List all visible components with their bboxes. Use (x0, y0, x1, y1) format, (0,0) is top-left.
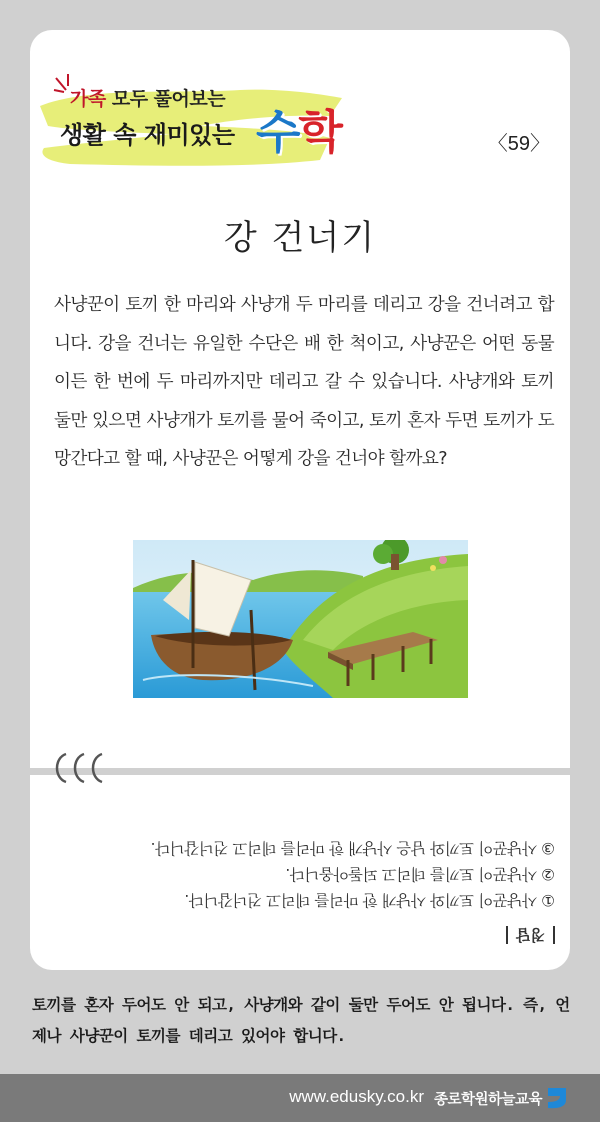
answer-step: ③ 사냥꾼이 토끼와 남은 사냥개 한 마리를 데리고 건너갑니다. (151, 839, 555, 857)
boat-river-illustration (133, 540, 468, 698)
series-subtitle: 가족 모두 풀어보는 (70, 88, 226, 110)
page-title: 강 건너기 (223, 218, 377, 258)
series-title: 생활 속 재미있는 (60, 121, 235, 149)
answer-step: ① 사냥꾼이 토끼와 사냥개 한 마리를 데리고 건너갑니다. (184, 891, 555, 909)
upside-down-answer (110, 828, 555, 946)
explanation-text: 토끼를 혼자 두어도 안 되고, 사냥개와 같이 둘만 두어도 안 됩니다. 즉, 언제나 사냥꾼이 토끼를 데리고 있어야 합니다. (32, 996, 570, 1045)
footer-bar (0, 1074, 600, 1122)
episode-number: 〈59〉 (487, 133, 550, 155)
footer-brand-name: 종로학원하늘교육 (433, 1092, 542, 1108)
footer-url-link[interactable]: www.edusky.co.kr (289, 1087, 424, 1106)
spark-lines-icon (52, 72, 72, 96)
answer-label: 정답 (110, 925, 555, 946)
binder-rings-icon (52, 748, 114, 788)
series-math-logo: 수학 (256, 105, 341, 159)
brand-logo-icon (546, 1086, 568, 1110)
problem-text: 사냥꾼이 토끼 한 마리와 사냥개 두 마리를 데리고 강을 건너려고 합니다. 강을 건너는 유일한 수단은 배 한 척이고, 사냥꾼은 어떤 동물이든 한 번에 두 마리까지만 데리고 갈 수 있습니다. 사냥개와 토끼 둘만 있으면 사냥개가 토끼를 물어 죽이고, 토끼 혼자 두면 토끼가 도망간다고 할 때, 사냥꾼은 어떻게 강을 건너야 할까요? (54, 295, 554, 469)
answer-step: ② 사냥꾼이 토끼를 데리고 되돌아옵니다. (285, 865, 555, 883)
